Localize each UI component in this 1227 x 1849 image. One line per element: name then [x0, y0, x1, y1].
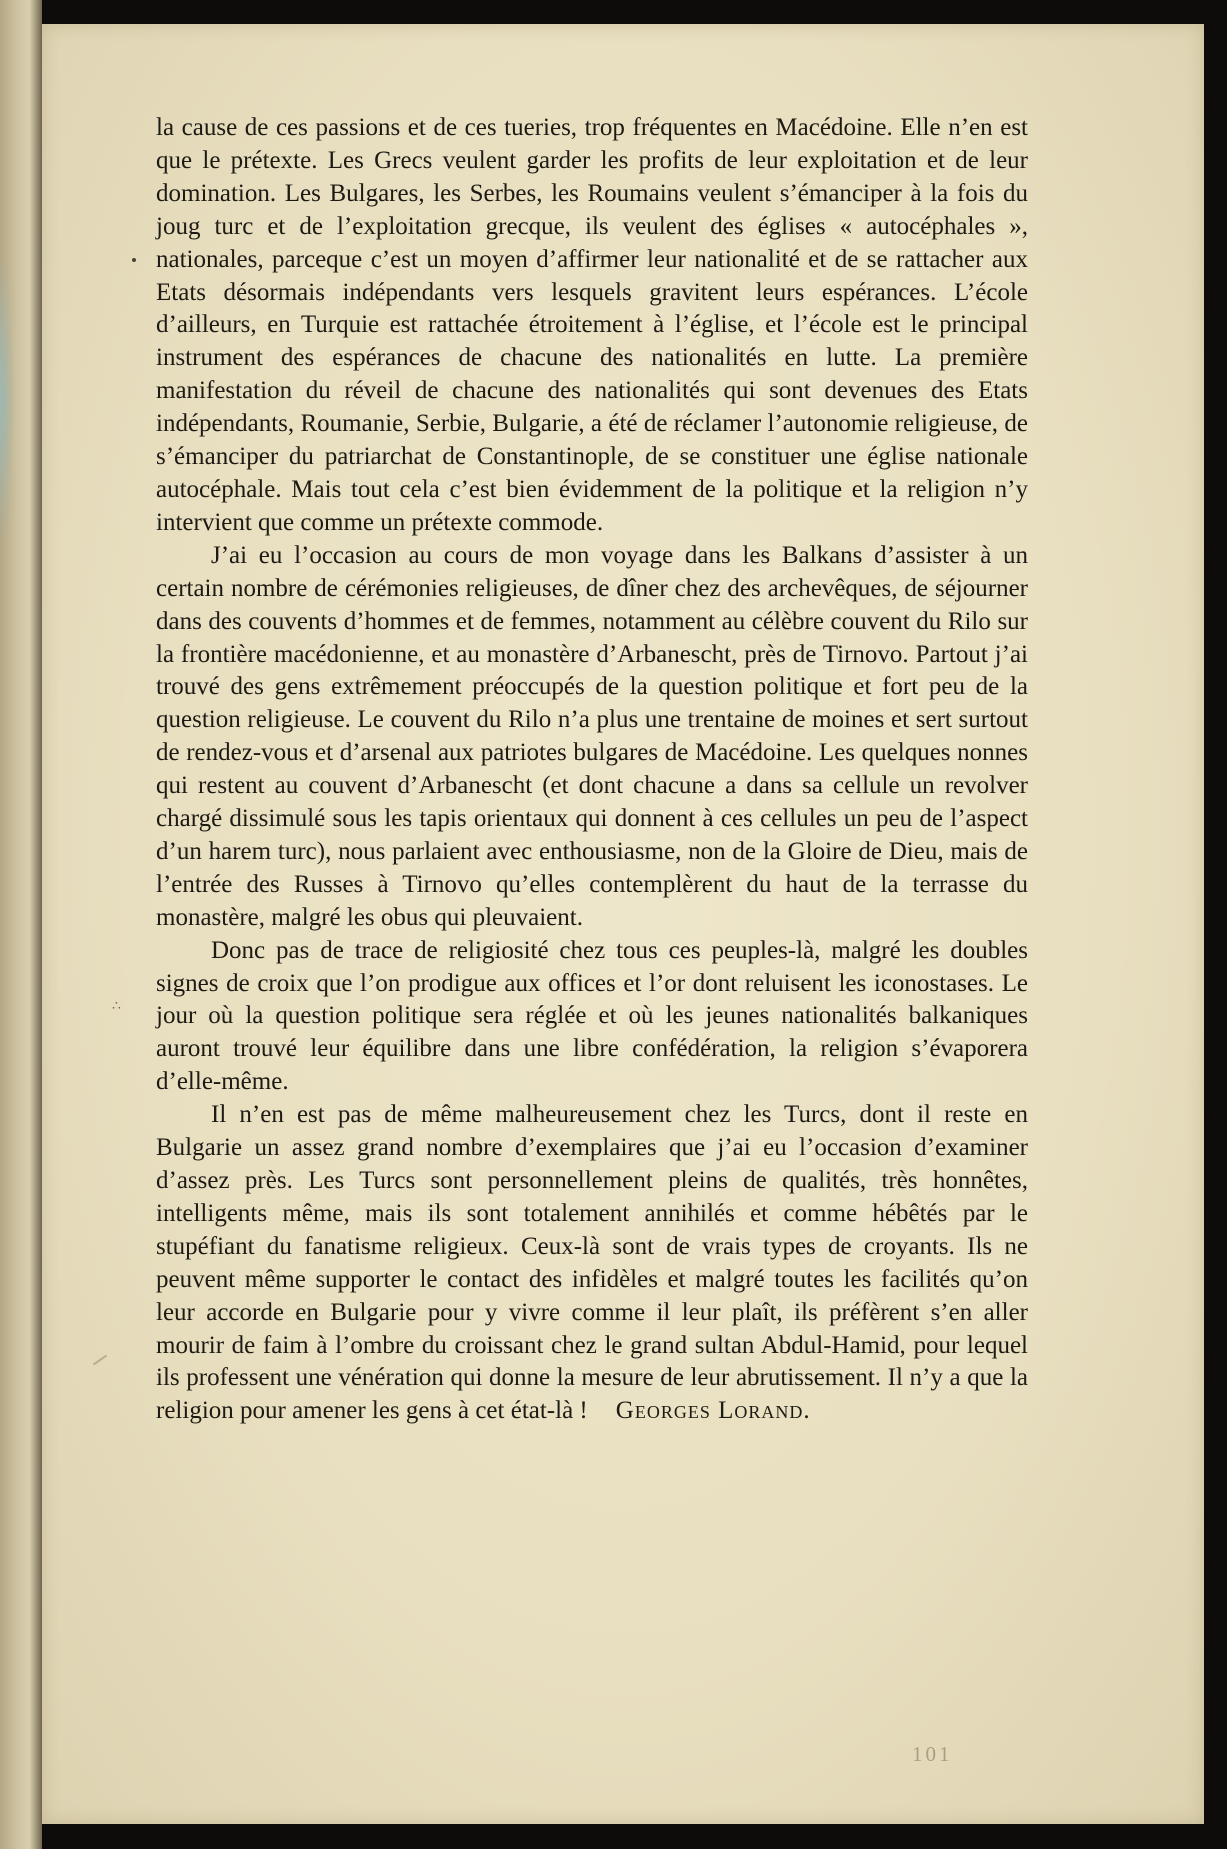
page-number: 101: [912, 1742, 953, 1766]
paragraph-4: [156, 1099, 1028, 1428]
margin-dot: [132, 258, 136, 262]
margin-mark: ∴: [112, 999, 121, 1014]
author-signature: Georges Lorand.: [615, 1397, 811, 1425]
paragraph-4-text: Il n’en est pas de même malheureusement chez les Turcs, dont il reste en Bulgarie un assez grand nombre d’exemplaires que j’ai eu l’occasion d’examiner d’assez près. Les Turcs sont personnellement pleins de qualités, très honnêtes, intelligents même, mais ils sont totalement annihilés et comme hébêtés par le stupéfiant du fanatisme religieux. Ceux-là sont de vrais types de croyants. Ils ne peuvent même supporter le contact des infidèles et malgré toutes les facilités qu’on leur accorde en Bulgarie pour y vivre comme il leur plaît, ils préfèrent s’en aller mourir de faim à l’ombre du croissant chez le grand sultan Abdul-Hamid, pour lequel ils professent une vénération qui donne la mesure de leur abrutissement. Il n’y a que la religion pour amener les gens à cet état-là !: [156, 1101, 1028, 1425]
paragraph-2: J’ai eu l’occasion au cours de mon voyage dans les Balkans d’assister à un certain nombre de cérémonies religieuses, de dîner chez des archevêques, de séjourner dans des couvents d’hommes et de femmes, notamment au célèbre couvent du Rilo sur la frontière macédonienne, et au monastère d’Arbanescht, près de Tirnovo. Partout j’ai trouvé des gens extrêmement préoccupés de la question politique et fort peu de la question religieuse. Le couvent du Rilo n’a plus une trentaine de moines et sert surtout de rendez-vous et d’arsenal aux patriotes bulgares de Macédoine. Les quelques nonnes qui restent au couvent d’Arbanescht (et dont chacune a dans sa cellule un revolver chargé dissimulé sous les tapis orientaux qui donnent à ces cellules un peu de l’aspect d’un harem turc), nous parlaient avec enthousiasme, non de la Gloire de Dieu, mais de l’entrée des Russes à Tirnovo qu’elles contemplèrent du haut de la terrasse du monastère, malgré les obus qui pleuvaient.: [156, 541, 1028, 931]
margin-tick: [93, 1355, 107, 1366]
paragraph-3: Donc pas de trace de religiosité chez tous ces peuples-là, malgré les doubles signes de croix que l’on prodigue aux offices et l’or dont reluisent les iconostases. Le jour où la question politique sera réglée et où les jeunes nationalités balkaniques auront trouvé leur équilibre dans une libre confédération, la religion s’évaporera d’elle-même.: [156, 936, 1028, 1096]
article-body: [156, 112, 1028, 1428]
book-page: [42, 24, 1204, 1824]
spine-stain: [0, 260, 14, 540]
paragraph-1: la cause de ces passions et de ces tueries, trop fréquentes en Macédoine. Elle n’en est que le prétexte. Les Grecs veulent garder les profits de leur exploitation et de leur domination. Les Bulgares, les Serbes, les Roumains veulent s’émanciper à la fois du joug turc et de l’exploitation grecque, ils veulent des églises « autocéphales », nationales, parceque c’est un moyen d’affirmer leur nationalité et de se rattacher aux Etats désormais indépendants vers lesquels gravitent leurs espérances. L’école d’ailleurs, en Turquie est rattachée étroitement à l’église, et l’école est le principal instrument des espérances de chacune des nationalités en lutte. La première manifestation du réveil de chacune des nationalités qui sont devenues des Etats indépendants, Roumanie, Serbie, Bulgarie, a été de réclamer l’autonomie religieuse, de s’émanciper du patriarchat de Constantinople, de se constituer une église nationale autocéphale. Mais tout cela c’est bien évidemment de la politique et la religion n’y intervient que comme un prétexte commode.: [156, 114, 1028, 536]
